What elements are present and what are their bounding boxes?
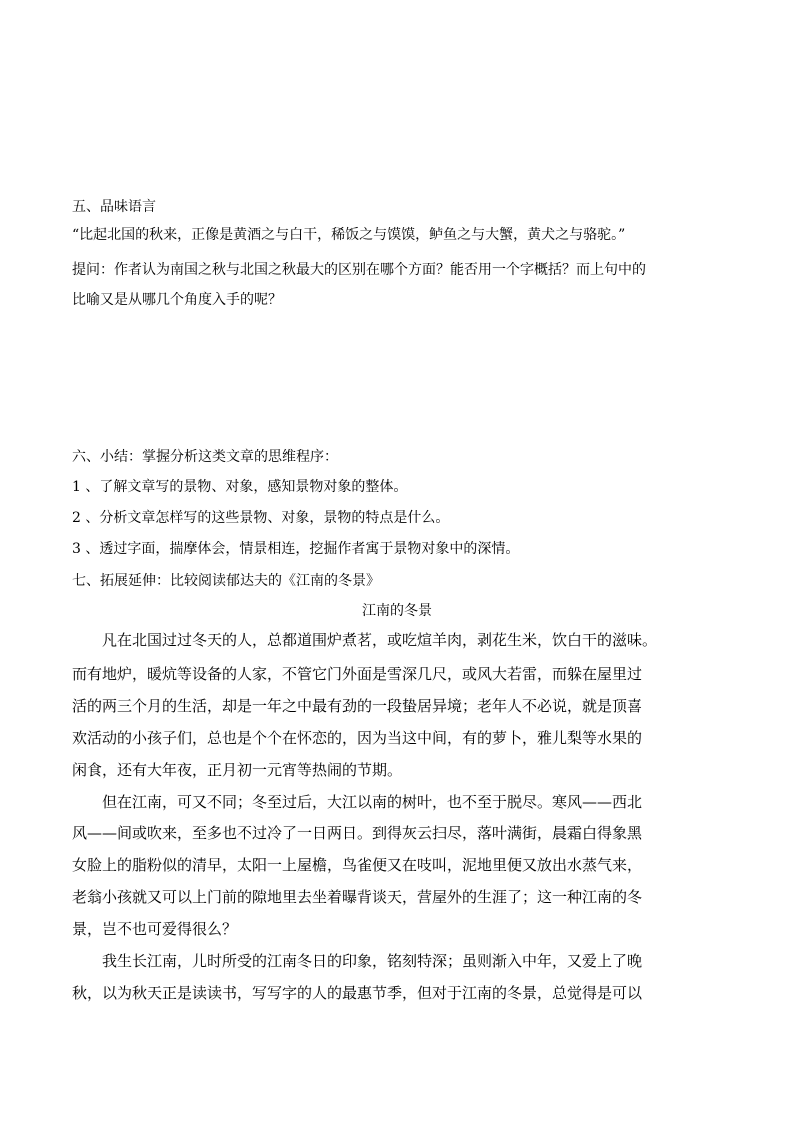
essay-line: 凡在北国过过冬天的人，总都道围炉煮茗，或吃煊羊肉，剥花生米，饮白干的滋味。 xyxy=(102,631,658,649)
essay-line: 风——间或吹来，至多也不过冷了一日两日。到得灰云扫尽，落叶满街，晨霜白得象黑 xyxy=(72,824,643,842)
section5-question-line-1: 提问：作者认为南国之秋与北国之秋最大的区别在哪个方面？能否用一个字概括？而上句中的 xyxy=(72,262,646,278)
section6-heading: 六、小结：掌握分析这类文章的思维程序： xyxy=(72,449,338,465)
section7-heading: 七、拓展延伸：比较阅读郁达夫的《江南的冬景》 xyxy=(72,573,380,589)
essay-line: 我生长江南，儿时所受的江南冬日的印象，铭刻特深；虽则渐入中年，又爱上了晚 xyxy=(102,952,643,970)
section5-quote: “比起北国的秋来，正像是黄酒之与白干，稀饭之与馍馍，鲈鱼之与大蟹，黄犬之与骆驼。” xyxy=(72,227,626,243)
essay-line: 老翁小孩就又可以上门前的隙地里去坐着曝背谈天，营屋外的生涯了；这一种江南的冬 xyxy=(72,888,643,906)
section6-item-3: 3 、透过字面，揣摩体会，情景相连，挖掘作者寓于景物对象中的深情。 xyxy=(72,541,520,557)
essay-line: 但在江南，可又不同；冬至过后，大江以南的树叶，也不至于脱尽。寒风——西北 xyxy=(102,793,643,811)
essay-line: 女脸上的脂粉似的清早，太阳一上屋檐，鸟雀便又在吱叫，泥地里便又放出水蒸气来， xyxy=(72,856,643,874)
section6-item-1: 1 、了解文章写的景物、对象，感知景物对象的整体。 xyxy=(72,479,408,495)
essay-line: 欢活动的小孩子们，总也是个个在怀恋的，因为当这中间，有的萝卜，雅儿梨等水果的 xyxy=(72,729,643,747)
essay-line: 活的两三个月的生活，却是一年之中最有劲的一段蛰居异境；老年人不必说，就是顶喜 xyxy=(72,697,643,715)
essay-line: 景，岂不也可爱得很么？ xyxy=(72,920,238,938)
section5-heading: 五、品味语言 xyxy=(72,199,156,215)
essay-line: 而有地炉，暖炕等设备的人家，不管它门外面是雪深几尺，或风大若雷，而躲在屋里过 xyxy=(72,665,643,683)
section6-item-2: 2 、分析文章怎样写的这些景物、对象，景物的特点是什么。 xyxy=(72,510,450,526)
essay-title: 江南的冬景 xyxy=(362,603,432,619)
section5-question-line-2: 比喻又是从哪几个角度入手的呢？ xyxy=(72,292,282,308)
essay-line: 闲食，还有大年夜，正月初一元宵等热闹的节期。 xyxy=(72,761,403,779)
essay-line: 秋，以为秋天正是读读书，写写字的人的最惠节季，但对于江南的冬景，总觉得是可以 xyxy=(72,984,643,1002)
